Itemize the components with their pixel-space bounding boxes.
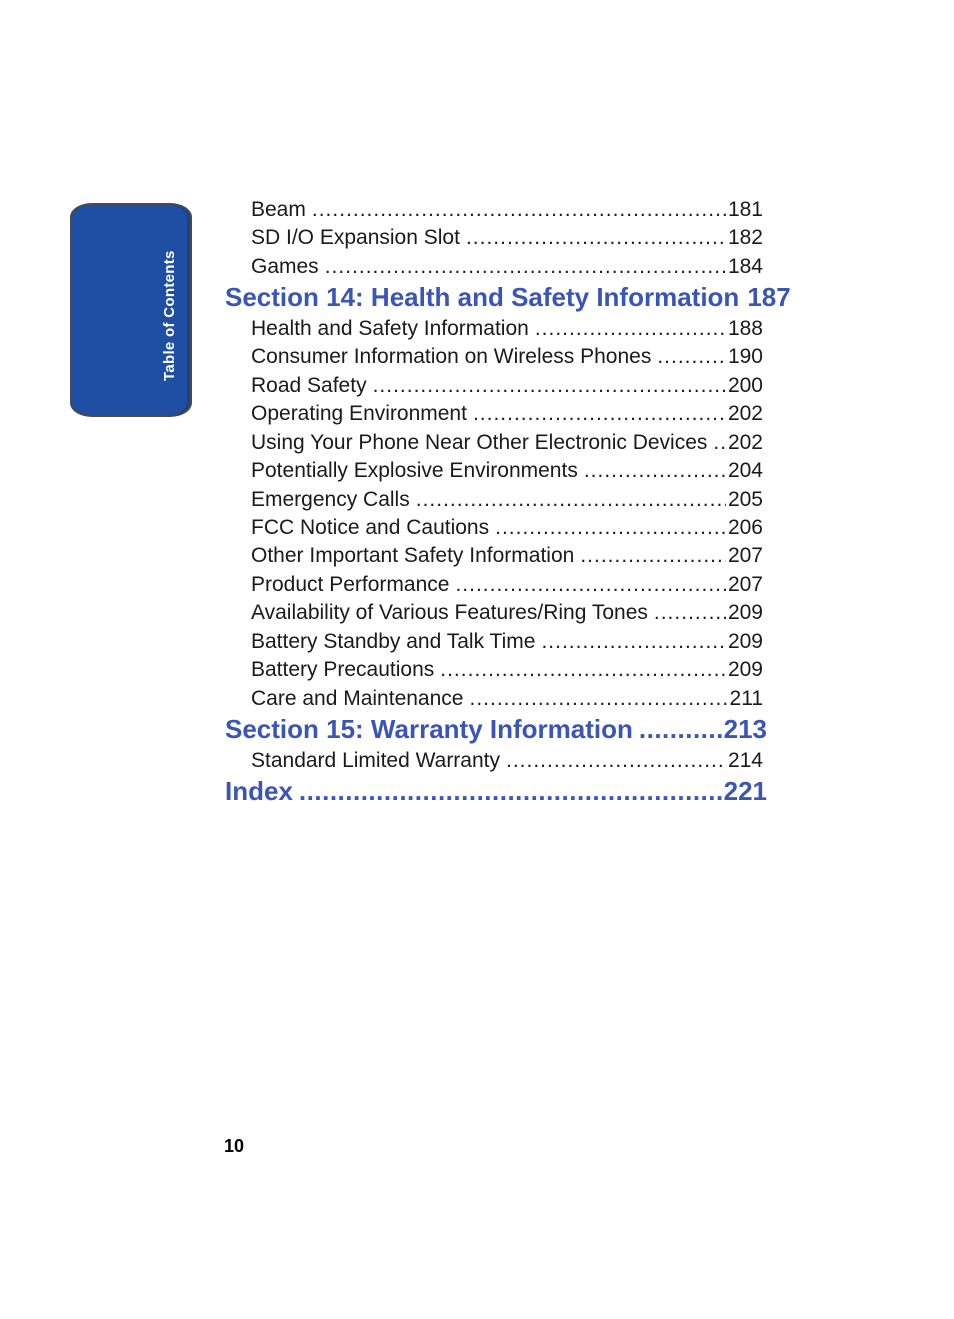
toc-entry-title: Potentially Explosive Environments — [251, 459, 578, 482]
toc-entry[interactable] — [251, 687, 763, 711]
toc-entry-page: 207 — [727, 544, 763, 567]
section-title: Index — [225, 776, 293, 806]
dot-leader — [639, 714, 722, 745]
toc-entry[interactable] — [251, 544, 763, 568]
toc-entry[interactable] — [251, 488, 763, 512]
toc-entry[interactable] — [251, 749, 763, 773]
dot-leader — [580, 544, 726, 568]
toc-entry[interactable] — [251, 516, 763, 540]
toc-entry-title: Beam — [251, 198, 306, 221]
toc-entry-title: Using Your Phone Near Other Electronic Devices — [251, 431, 708, 454]
toc-entry-page: 184 — [727, 255, 763, 278]
dot-leader — [469, 687, 727, 711]
toc-entry-title: Care and Maintenance — [251, 687, 464, 710]
dot-leader — [299, 776, 722, 807]
toc-entry-title: Standard Limited Warranty — [251, 749, 500, 772]
section-page: 187 — [747, 282, 791, 312]
toc-entry[interactable] — [251, 658, 763, 682]
toc-entry-title: SD I/O Expansion Slot — [251, 226, 460, 249]
toc-entry-title: Games — [251, 255, 319, 278]
page-number: 10 — [224, 1136, 245, 1156]
toc-entry[interactable] — [251, 630, 763, 654]
toc-entry-games[interactable] — [251, 255, 763, 279]
toc-entry-page: 209 — [727, 630, 763, 653]
section-page: 213 — [723, 714, 767, 744]
toc-entry-title: Product Performance — [251, 573, 450, 596]
toc-entry-title: Road Safety — [251, 374, 367, 397]
toc-entry-title: Consumer Information on Wireless Phones — [251, 345, 652, 368]
side-tab-label: Table of Contents — [161, 250, 178, 381]
dot-leader — [495, 516, 726, 540]
toc-entry-title: Health and Safety Information — [251, 317, 529, 340]
dot-leader — [535, 317, 726, 341]
toc-entry-page: 181 — [727, 198, 763, 221]
section-title: Section 14: Health and Safety Information — [225, 282, 740, 312]
toc-entry-title: FCC Notice and Cautions — [251, 516, 490, 539]
toc-entry[interactable] — [251, 459, 763, 483]
toc-entry-page: 182 — [727, 226, 763, 249]
toc-section-15[interactable] — [225, 714, 767, 745]
toc-entry-page: 209 — [727, 658, 763, 681]
toc-entry[interactable] — [251, 402, 763, 426]
toc-entry-page: 209 — [727, 601, 763, 624]
dot-leader — [654, 601, 726, 625]
dot-leader — [312, 198, 726, 222]
toc-entry-page: 202 — [727, 402, 763, 425]
toc-index[interactable] — [225, 776, 767, 807]
toc-entry-title: Other Important Safety Information — [251, 544, 575, 567]
dot-leader — [440, 658, 726, 682]
toc-entry-page: 206 — [727, 516, 763, 539]
dot-leader — [473, 402, 726, 426]
dot-leader — [373, 374, 726, 398]
toc-entry-page: 202 — [727, 431, 763, 454]
toc-entry-beam[interactable] — [251, 198, 763, 222]
toc-entry-page: 190 — [727, 345, 763, 368]
dot-leader — [713, 431, 726, 455]
toc-entry-sd-expansion-slot[interactable] — [251, 226, 763, 250]
toc-entry[interactable] — [251, 317, 763, 341]
toc-entry[interactable] — [251, 601, 763, 625]
toc-entry-title: Operating Environment — [251, 402, 467, 425]
toc-entry[interactable] — [251, 431, 763, 455]
toc-section-14[interactable] — [225, 282, 791, 313]
dot-leader — [584, 459, 726, 483]
toc-entry-title: Availability of Various Features/Ring Tones — [251, 601, 648, 624]
toc-entry[interactable] — [251, 573, 763, 597]
toc-entry-page: 200 — [727, 374, 763, 397]
toc-entry-page: 205 — [727, 488, 763, 511]
toc-entry-page: 188 — [727, 317, 763, 340]
toc-entry-page: 214 — [727, 749, 763, 772]
toc-entry-page: 204 — [727, 459, 763, 482]
toc-entry-page: 207 — [727, 573, 763, 596]
section-page: 221 — [723, 776, 767, 806]
dot-leader — [541, 630, 726, 654]
toc-entry[interactable] — [251, 374, 763, 398]
toc-entry[interactable] — [251, 345, 763, 369]
dot-leader — [325, 255, 726, 279]
section-title: Section 15: Warranty Information — [225, 714, 633, 744]
toc-entry-title: Battery Standby and Talk Time — [251, 630, 536, 653]
dot-leader — [657, 345, 726, 369]
dot-leader — [506, 749, 726, 773]
toc-entry-title: Battery Precautions — [251, 658, 435, 681]
toc-entry-page: 211 — [729, 687, 763, 710]
dot-leader — [466, 226, 726, 250]
dot-leader — [416, 488, 726, 512]
toc-entry-title: Emergency Calls — [251, 488, 410, 511]
dot-leader — [455, 573, 726, 597]
